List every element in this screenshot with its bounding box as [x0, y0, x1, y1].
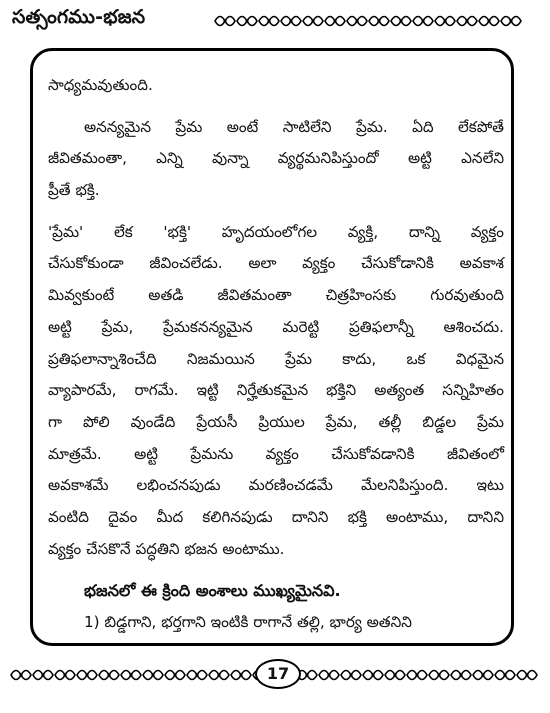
- ornament-dot: [333, 19, 336, 22]
- ornament-dot: [465, 19, 468, 22]
- ornament-dot: [349, 673, 352, 676]
- paragraph: [48, 112, 504, 207]
- ornament-dot: [289, 19, 292, 22]
- ornament-dot: [443, 19, 446, 22]
- ornament-dot: [399, 19, 402, 22]
- body-text: [48, 70, 504, 639]
- ornament-dot: [371, 673, 374, 676]
- text-line: వ్యక్తం చేసకొనే పద్ధతిని భజన అంటాము.: [48, 539, 285, 558]
- paragraph: [48, 70, 504, 102]
- ornament-dot: [267, 19, 270, 22]
- text-line: చేసుకోకుండా జీవించలేడు. అలా వ్యక్తం చేసుకోడానికి అవకాశ: [48, 254, 504, 273]
- paragraph: [48, 575, 504, 607]
- page-title: సత్సంగము-భజన: [12, 6, 146, 28]
- text-line: మాత్రమే. అట్టి ప్రేమను వ్యక్తం చేసుకోవడానికి జీవితంలో: [48, 444, 504, 463]
- ornament-dot: [19, 673, 22, 676]
- ornament-dot: [85, 673, 88, 676]
- text-line: మివ్వకుంటే అతడి జీవితమంతా చిత్రహింసకు గురవుతుంది: [48, 286, 504, 305]
- paragraph-gap: [48, 102, 504, 112]
- ornament-dot: [311, 19, 314, 22]
- page-header: [0, 0, 550, 44]
- paragraph: [48, 217, 504, 566]
- ornament-dot: [245, 19, 248, 22]
- ornament-dot: [239, 673, 242, 676]
- ornament-dot: [151, 673, 154, 676]
- ornament-dot: [129, 673, 132, 676]
- ornament-dot: [421, 19, 424, 22]
- paragraph-gap: [48, 207, 504, 217]
- text-line: అట్టి ప్రేమ, ప్రేమకనన్యమైన మరెట్టి ప్రతిఫలాన్నీ ఆశించదు.: [48, 317, 504, 336]
- ornament-dot: [487, 19, 490, 22]
- ornament-dot: [393, 673, 396, 676]
- ornament-dot: [355, 19, 358, 22]
- text-line: అవకాశమే లభించనపుడు మరణించడమే మేలనిపిస్తుంది. ఇటు: [48, 476, 504, 495]
- ornament-dot: [173, 673, 176, 676]
- page-footer: [0, 656, 550, 696]
- ornament-dot: [195, 673, 198, 676]
- ornament-dot: [63, 673, 66, 676]
- ornament-dot: [305, 673, 308, 676]
- text-line: సాధ్యమవుతుంది.: [48, 76, 153, 94]
- text-line: ప్రీతే భక్తి.: [48, 181, 100, 200]
- ornament-dot: [41, 673, 44, 676]
- paragraph-gap: [48, 565, 504, 575]
- text-line: 1) బిడ్డగాని, భర్తగాని ఇంటికి రాగానే తల్లి, భార్య అతనిని: [84, 613, 412, 631]
- text-line: భజనలో ఈ క్రింది అంశాలు ముఖ్యమైనవి.: [84, 581, 341, 601]
- paragraph: [48, 607, 504, 639]
- text-line: 'ప్రేమ' లేక 'భక్తి' హృదయంలోగల వ్యక్తి, దాన్ని వ్యక్తం: [48, 222, 504, 241]
- text-line: ప్రతిఫలాన్నాశించేది నిజమయిన ప్రేమ కాదు, ఒక విధమైన: [48, 349, 504, 368]
- text-line: జీవితమంతా, ఎన్ని వున్నా వ్యర్థమనిపిస్తుందో అట్టి ఎనలేని: [48, 149, 504, 168]
- ornament-dot: [509, 19, 512, 22]
- ornament-dot: [525, 673, 528, 676]
- ornament-dot: [415, 673, 418, 676]
- text-line: గా పోలి వుండేది ప్రేయసీ ప్రియుల ప్రేమ, తల్లీ బిడ్డల ప్రేమ: [48, 412, 504, 431]
- page-number: 17: [255, 659, 301, 689]
- ornament-dot: [459, 673, 462, 676]
- header-ornament: [214, 10, 542, 32]
- ornament-dot: [503, 673, 506, 676]
- ornament-dot: [327, 673, 330, 676]
- ornament-dot: [217, 673, 220, 676]
- text-line: వ్యాపారమే, రాగమే. ఇట్టి నిర్హేతుకమైన భక్తిని అత్యంత సన్నిహితం: [48, 381, 504, 400]
- ornament-dot: [107, 673, 110, 676]
- ornament-dot: [223, 19, 226, 22]
- ornament-dot: [437, 673, 440, 676]
- ornament-dot: [377, 19, 380, 22]
- text-line: అనన్యమైన ప్రేమ అంటే సాటిలేని ప్రేమ. ఏది లేకపోతే: [84, 117, 504, 136]
- text-line: వంటిది దైవం మీద కలిగినపుడు దానిని భక్తి అంటాము, దానిని: [48, 507, 504, 526]
- ornament-dot: [481, 673, 484, 676]
